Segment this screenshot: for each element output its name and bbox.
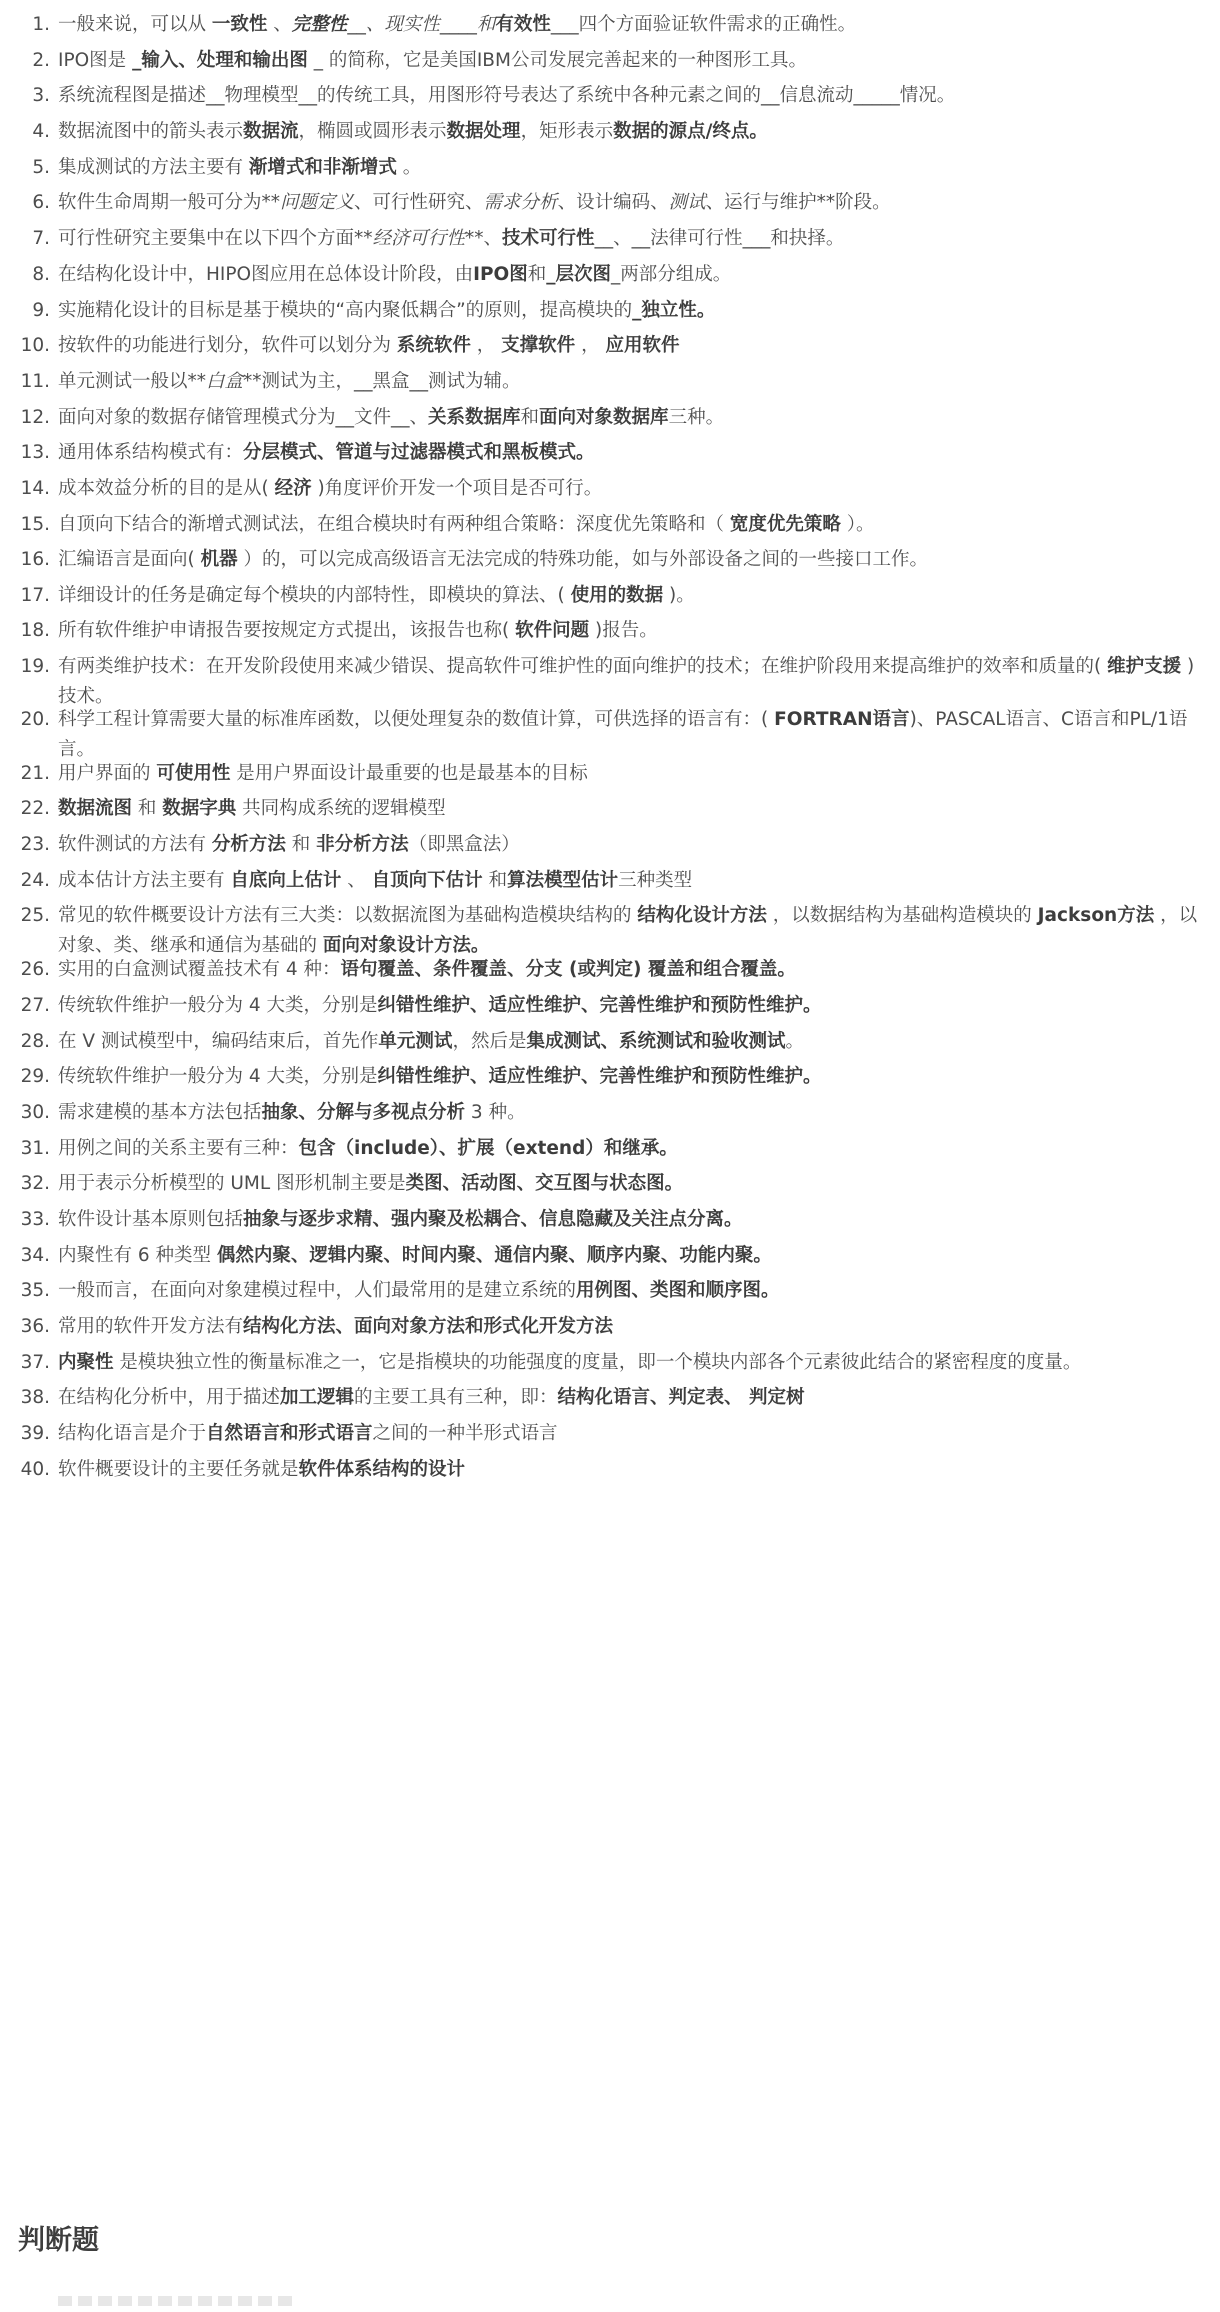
question-text: ，然后是 — [452, 1031, 527, 1052]
question-text: 在 V 测试模型中，编码结束后，首先作 — [58, 1031, 379, 1052]
list-item — [58, 153, 1210, 183]
list-item — [58, 901, 1210, 961]
question-text: __、__法律可行性___和抉择。 — [594, 228, 845, 249]
answer-text: 技术可行性 — [502, 228, 595, 249]
question-text: 软件概要设计的主要任务就是 — [58, 1459, 299, 1480]
list-item — [58, 260, 1210, 290]
question-text: )、PASCAL语言、C语言和PL/1语言。 — [58, 709, 1188, 760]
italic-text: 问题定义 — [280, 192, 355, 213]
answer-text: 数据处理 — [446, 121, 521, 142]
list-item — [58, 1455, 1210, 1485]
question-text: _两部分组成。 — [611, 264, 732, 285]
answer-text: 非分析方法 — [316, 834, 409, 855]
list-item — [58, 581, 1210, 611]
question-text: 在结构化设计中，HIPO图应用在总体设计阶段，由 — [58, 264, 474, 285]
section-heading-judgement: 判断题 — [18, 2225, 99, 2256]
answer-text: 关系数据库 — [428, 407, 521, 428]
list-item — [58, 367, 1210, 397]
list-item — [58, 403, 1210, 433]
list-item — [58, 1276, 1210, 1306]
answer-text: 结构化方法、面向对象方法和形式化开发方法 — [243, 1316, 614, 1337]
question-text: ，以对象、类、继承和通信为基础的 — [58, 905, 1198, 956]
question-text: 常用的软件开发方法有 — [58, 1316, 244, 1337]
answer-text: IPO图 — [473, 264, 528, 285]
question-text: 和 — [482, 870, 508, 891]
list-item — [58, 866, 1210, 896]
question-text: 3 种。 — [465, 1102, 526, 1123]
answer-text: 系统软件 — [396, 335, 471, 356]
list-item — [58, 1098, 1210, 1128]
question-text: ， — [575, 335, 606, 356]
answer-text: 纠错性维护、适应性维护、完善性维护和预防性维护。 — [377, 995, 822, 1016]
answer-text: _层次图 — [546, 264, 612, 285]
list-item — [58, 545, 1210, 575]
list-item — [58, 117, 1210, 147]
question-text: 和 — [132, 798, 163, 819]
question-text: 一般而言，在面向对象建模过程中，人们最常用的是建立系统的 — [58, 1280, 577, 1301]
question-text: 通用体系结构模式有： — [58, 442, 244, 463]
question-text: )技术。 — [58, 656, 1195, 707]
question-text: 实用的白盒测试覆盖技术有 4 种： — [58, 959, 341, 980]
question-text: 之间的一种半形式语言 — [372, 1423, 558, 1444]
list-item — [58, 1383, 1210, 1413]
list-item — [58, 1312, 1210, 1342]
answer-text: 包含（include）、扩展（extend）和继承。 — [298, 1138, 678, 1159]
fill-in-blank-list — [0, 10, 1198, 1490]
question-text: ，以数据结构为基础构造模块的 — [766, 905, 1038, 926]
question-text: 用于表示分析模型的 UML 图形机制主要是 — [58, 1173, 406, 1194]
answer-text: 支撑软件 — [501, 335, 576, 356]
question-text: 系统流程图是描述__物理模型__的传统工具，用图形符号表达了系统中各种元素之间的__信息流动_____情况。 — [58, 85, 956, 106]
question-text: 科学工程计算需要大量的标准库函数，以便处理复杂的数值计算，可供选择的语言有：( — [58, 709, 775, 730]
answer-text: 数据字典 — [162, 798, 237, 819]
list-item — [58, 1419, 1210, 1449]
list-item — [58, 1205, 1210, 1235]
question-text: 面向对象的数据存储管理模式分为__文件__、 — [58, 407, 429, 428]
answer-text: 内聚性 — [58, 1352, 114, 1373]
question-text: 和 — [285, 834, 317, 855]
italic-text: 需求分析 — [483, 192, 558, 213]
answer-text: _独立性。 — [632, 300, 716, 321]
answer-text: 宽度优先策略 — [729, 514, 841, 535]
question-text: ___四个方面验证软件需求的正确性。 — [550, 14, 857, 35]
list-item — [58, 81, 1210, 111]
italic-text: 经济可行性 — [372, 228, 466, 249]
answer-text: 自底向上估计 — [230, 870, 342, 891]
question-text: 、 — [267, 14, 292, 35]
question-text: 成本估计方法主要有 — [58, 870, 231, 891]
answer-text: _输入、处理和输出图 — [132, 50, 308, 71]
list-item — [58, 1348, 1210, 1378]
question-text: 。 — [396, 157, 422, 178]
question-text: ）。 — [840, 514, 875, 535]
answer-text: 抽象与逐步求精、强内聚及松耦合、信息隐藏及关注点分离。 — [243, 1209, 743, 1230]
list-item — [58, 830, 1210, 860]
question-text: 软件测试的方法有 — [58, 834, 212, 855]
question-text: 软件设计基本原则包括 — [58, 1209, 244, 1230]
question-text: 是用户界面设计最重要的也是最基本的目标 — [230, 763, 588, 784]
question-text: IPO图是 — [58, 50, 133, 71]
question-text: 一般来说，可以从 — [58, 14, 212, 35]
question-text: )。 — [663, 585, 695, 606]
question-text: 汇编语言是面向( — [58, 549, 201, 570]
question-text: 。 — [785, 1031, 804, 1052]
question-text: ，椭圆或圆形表示 — [298, 121, 447, 142]
answer-text: 类图、活动图、交互图与状态图。 — [405, 1173, 684, 1194]
question-text: 传统软件维护一般分为 4 大类，分别是 — [58, 995, 378, 1016]
list-item — [58, 794, 1210, 824]
list-item — [58, 224, 1210, 254]
answer-text: FORTRAN语言 — [774, 709, 910, 730]
answer-text: 可使用性 — [156, 763, 231, 784]
question-text: _ 的简称，它是美国IBM公司发展完善起来的一种图形工具。 — [307, 50, 807, 71]
answer-text: 有效性 — [495, 14, 551, 35]
list-item — [58, 955, 1210, 985]
partially-visible-next-line — [58, 2296, 298, 2306]
question-text: 传统软件维护一般分为 4 大类，分别是 — [58, 1066, 378, 1087]
italic-text: 白盒 — [206, 371, 244, 392]
list-item — [58, 1027, 1210, 1057]
question-text: 的主要工具有三种，即： — [354, 1387, 558, 1408]
list-item — [58, 188, 1210, 218]
question-text: )角度评价开发一个项目是否可行。 — [311, 478, 603, 499]
question-text: 软件生命周期一般可分为** — [58, 192, 281, 213]
question-text: ， — [470, 335, 502, 356]
question-text: 详细设计的任务是确定每个模块的内部特性，即模块的算法、( — [58, 585, 571, 606]
question-text: 用例之间的关系主要有三种： — [58, 1138, 299, 1159]
answer-text: 集成测试、系统测试和验收测试 — [526, 1031, 786, 1052]
list-item — [58, 1062, 1210, 1092]
answer-text: 自顶向下估计 — [371, 870, 483, 891]
answer-text: 应用软件 — [605, 335, 680, 356]
question-text: 用户界面的 — [58, 763, 157, 784]
question-text: 有两类维护技术：在开发阶段使用来减少错误、提高软件可维护性的面向维护的技术；在维护阶段用来提高维护的效率和质量的( — [58, 656, 1108, 677]
answer-text: 结构化设计方法 — [637, 905, 767, 926]
question-text: ，矩形表示 — [520, 121, 614, 142]
list-item — [58, 652, 1210, 712]
question-text: **、 — [465, 228, 503, 249]
question-text: 按软件的功能进行划分，软件可以划分为 — [58, 335, 397, 356]
italic-text: 测试 — [668, 192, 706, 213]
list-item — [58, 46, 1210, 76]
list-item — [58, 1134, 1210, 1164]
question-text: 单元测试一般以** — [58, 371, 207, 392]
list-item — [58, 510, 1210, 540]
question-text: （即黑盒法） — [408, 834, 520, 855]
question-text: 可行性研究主要集中在以下四个方面** — [58, 228, 373, 249]
answer-text: 用例图、类图和顺序图。 — [576, 1280, 780, 1301]
list-item — [58, 438, 1210, 468]
list-item — [58, 616, 1210, 646]
question-text: 、运行与维护**阶段。 — [705, 192, 891, 213]
answer-emphasis — [292, 14, 348, 35]
question-text: **测试为主，__黑盒__测试为辅。 — [243, 371, 521, 392]
list-item — [58, 1169, 1210, 1199]
question-text: 在结构化分析中，用于描述 — [58, 1387, 281, 1408]
italic-text: 现实性____和 — [384, 14, 496, 35]
answer-text: 抽象、分解与多视点分析 — [261, 1102, 466, 1123]
question-text: 实施精化设计的目标是基于模块的“高内聚低耦合”的原则，提高模块的 — [58, 300, 633, 321]
answer-text: 偶然内聚、逻辑内聚、时间内聚、通信内聚、顺序内聚、功能内聚。 — [216, 1245, 772, 1266]
list-item — [58, 474, 1210, 504]
list-item — [58, 759, 1210, 789]
list-item — [58, 296, 1210, 326]
answer-text: 数据流图 — [58, 798, 133, 819]
list-item — [58, 705, 1210, 765]
question-text: 和 — [527, 264, 547, 285]
question-text: 需求建模的基本方法包括 — [58, 1102, 262, 1123]
answer-text: 一致性 — [211, 14, 268, 35]
question-text: 、 — [341, 870, 372, 891]
answer-text: 数据流 — [243, 121, 299, 142]
question-text: 是模块独立性的衡量标准之一，它是指模块的功能强度的度量，即一个模块内部各个元素彼此结合的紧密程度的度量。 — [113, 1352, 1082, 1373]
question-text: 三种。 — [668, 407, 725, 428]
answer-text: Jackson方法 — [1037, 905, 1155, 926]
answer-text: 加工逻辑 — [280, 1387, 355, 1408]
question-text: 结构化语言是介于 — [58, 1423, 207, 1444]
answer-text: 完整性 — [291, 14, 348, 35]
list-item — [58, 10, 1210, 40]
answer-text: 机器 — [200, 549, 238, 570]
answer-text: 维护支援 — [1107, 656, 1182, 677]
question-text: 集成测试的方法主要有 — [58, 157, 249, 178]
answer-text: 结构化语言、判定表、 判定树 — [557, 1387, 805, 1408]
question-text: 内聚性有 6 种类型 — [58, 1245, 217, 1266]
answer-text: 分层模式、管道与过滤器模式和黑板模式。 — [243, 442, 595, 463]
answer-text: 软件问题 — [515, 620, 590, 641]
question-text: 、设计编码、 — [557, 192, 669, 213]
answer-text: 软件体系结构的设计 — [298, 1459, 466, 1480]
question-text: 、可行性研究、 — [354, 192, 484, 213]
answer-text: 面向对象数据库 — [539, 407, 669, 428]
answer-text: 面向对象设计方法。 — [322, 935, 490, 956]
answer-text: 单元测试 — [378, 1031, 453, 1052]
question-text: 和 — [520, 407, 540, 428]
answer-text: 经济 — [274, 478, 312, 499]
question-text: 所有软件维护申请报告要按规定方式提出，该报告也称( — [58, 620, 516, 641]
answer-text: 自然语言和形式语言 — [206, 1423, 373, 1444]
question-text: 数据流图中的箭头表示 — [58, 121, 244, 142]
answer-text: 数据的源点/终点。 — [613, 121, 768, 142]
question-text: 三种类型 — [618, 870, 693, 891]
answer-text: 算法模型估计 — [507, 870, 619, 891]
answer-text: 纠错性维护、适应性维护、完善性维护和预防性维护。 — [377, 1066, 822, 1087]
answer-text: 分析方法 — [211, 834, 286, 855]
answer-text: 语句覆盖、条件覆盖、分支 (或判定) 覆盖和组合覆盖。 — [340, 959, 796, 980]
question-text: ）的，可以完成高级语言无法完成的特殊功能，如与外部设备之间的一些接口工作。 — [237, 549, 929, 570]
answer-text: 渐增式和非渐增式 — [248, 157, 397, 178]
list-item — [58, 1241, 1210, 1271]
list-item — [58, 991, 1210, 1021]
question-text: 共同构成系统的逻辑模型 — [236, 798, 446, 819]
italic-text: __、 — [347, 14, 385, 35]
question-text: 自顶向下结合的渐增式测试法，在组合模块时有两种组合策略：深度优先策略和（ — [58, 514, 730, 535]
list-item — [58, 331, 1210, 361]
question-text: 常见的软件概要设计方法有三大类：以数据流图为基础构造模块结构的 — [58, 905, 638, 926]
question-text: 成本效益分析的目的是从( — [58, 478, 275, 499]
answer-text: 使用的数据 — [570, 585, 664, 606]
question-text: )报告。 — [589, 620, 658, 641]
